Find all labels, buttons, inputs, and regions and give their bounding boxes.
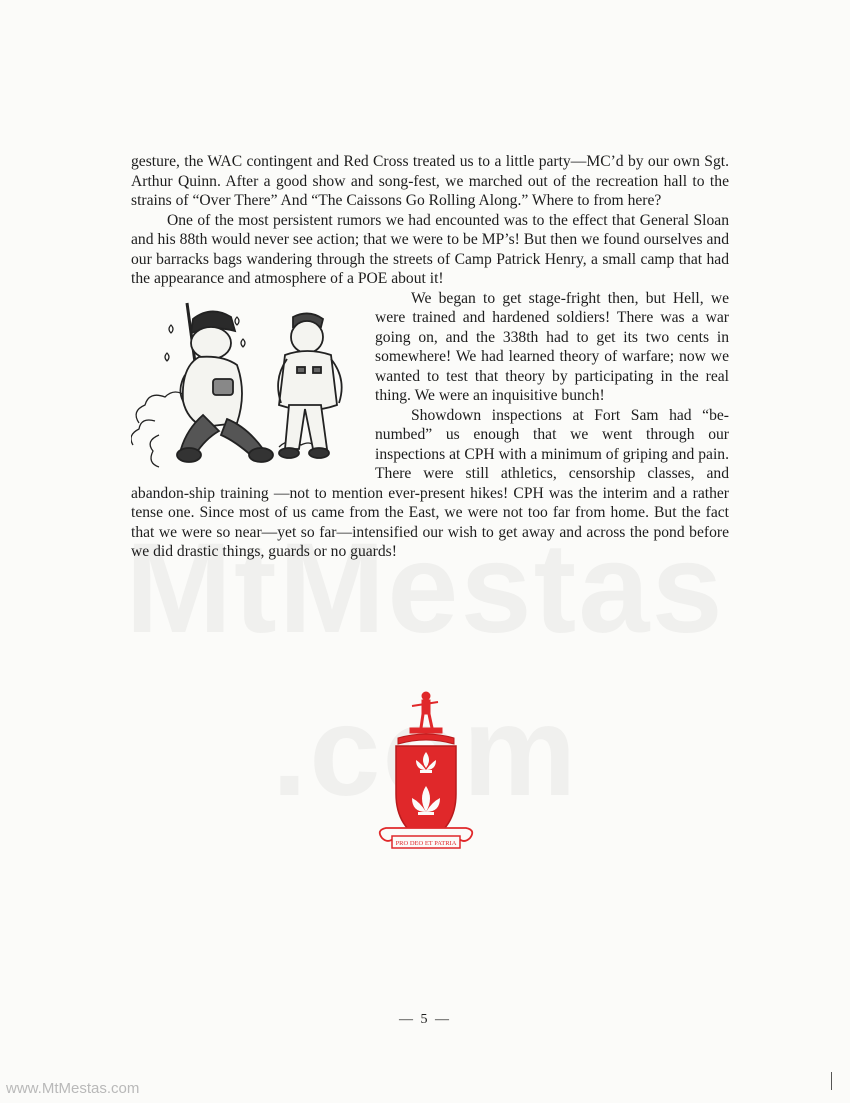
paragraph-3: We began to get stage-fright then, but Hell, we were trained and hardened soldiers! There was a war going on, and the 338th had to get its two cents in somewhere! We had learned theory of warfare; now we wanted to test that theory by participating in the real thing. We were an inquisitive bunch! [375,289,729,404]
soldier-cartoon-illustration [131,295,367,475]
paragraph-1: gesture, the WAC contingent and Red Cross treated us to a little party—MC’d by our own Sgt. Arthur Quinn. After a good show and song-fest, we marched out of the recreation hall to the strains of “Over There” And “The Caissons Go Rolling Along.” Where to from here? [131,153,729,209]
site-watermark: www.MtMestas.com [6,1080,140,1097]
regimental-crest-emblem [376,688,476,858]
page-edge-mark [831,1072,832,1090]
paragraph-4: Showdown inspections at Fort Sam had “be-numbed” us enough that we went through our inspections at CPH with a minimum of griping and pain. There were still athletics, censorship classes, and abandon-ship training —not to mention ever-present hikes! CPH was the interim and a rather tense one. Since most of us came from the East, we were not too far from home. But the fact that we were so near—yet so far—intensified our wish to get away and across the pond before we did drastic things, guards or no guards! [131,406,729,560]
emblem-motto: PRO DEO ET PATRIA [395,840,457,847]
page-number: — 5 — [399,1012,451,1027]
body-text-column [131,152,729,562]
paragraph-2: One of the most persistent rumors we had encounted was to the effect that General Sloan and his 88th would never see action; that we were to be MP’s! But then we found ourselves and our barracks bags wandering through the streets of Camp Patrick Henry, a small camp that had the appearance and atmosphere of a POE about it! [131,211,729,287]
cartoon-wrap-block [131,289,729,562]
